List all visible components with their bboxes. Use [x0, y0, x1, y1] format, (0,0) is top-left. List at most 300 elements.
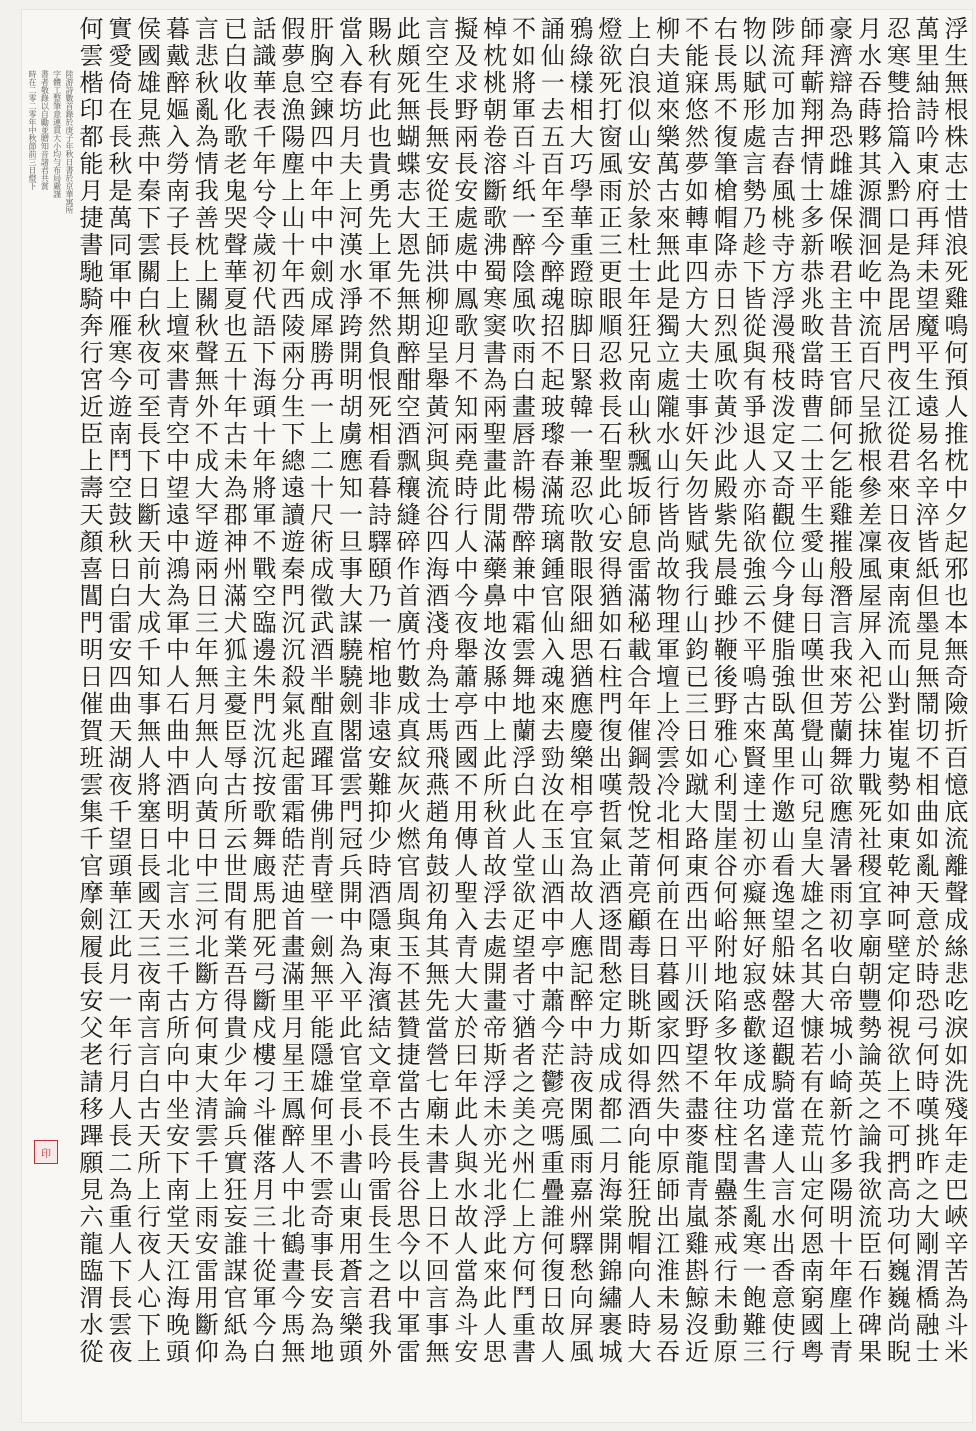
character: 黔	[886, 177, 911, 205]
character: 吃	[944, 987, 969, 1015]
character: 開	[339, 879, 363, 907]
character: 生	[425, 69, 450, 97]
character: 滿	[483, 528, 508, 556]
character: 大	[800, 987, 825, 1015]
character: 柱	[713, 1122, 738, 1150]
character: 東	[886, 555, 911, 583]
character: 於	[627, 177, 652, 205]
character: 健	[771, 609, 796, 637]
character: 臨	[252, 609, 277, 637]
character: 先	[425, 987, 450, 1015]
character: 行	[454, 501, 479, 529]
character: 見	[79, 1176, 104, 1204]
character: 屏	[569, 1311, 594, 1339]
character: 畫	[281, 933, 306, 961]
character: 中	[108, 285, 133, 313]
character: 茫	[281, 852, 306, 880]
character: 魂	[540, 663, 565, 691]
character: 為	[339, 933, 363, 961]
character: 多	[800, 204, 825, 232]
character: 蒔	[858, 96, 882, 124]
character: 門	[79, 609, 104, 637]
character: 野	[454, 96, 479, 124]
character: 上	[194, 1176, 219, 1204]
text-column	[280, 16, 307, 1416]
character: 般	[829, 555, 854, 583]
text-column	[712, 16, 739, 1416]
character: 雨	[598, 177, 623, 205]
character: 奇	[310, 1203, 335, 1231]
character: 鬥	[108, 447, 133, 475]
character: 劍	[310, 258, 335, 286]
character: 鋼	[627, 744, 652, 772]
character: 中	[166, 744, 190, 772]
character: 千	[79, 825, 104, 853]
character: 師	[829, 393, 854, 421]
character: 失	[656, 1095, 681, 1123]
character: 秋	[137, 312, 162, 340]
character: 忍	[569, 474, 594, 502]
character: 軍	[367, 258, 392, 286]
character: 拜	[800, 42, 825, 70]
character: 桃	[771, 204, 796, 232]
character: 萬	[656, 150, 681, 178]
character: 樣	[569, 69, 594, 97]
character: 如	[685, 177, 709, 205]
character: 軍	[166, 609, 190, 637]
character: 復	[598, 717, 623, 745]
character: 安	[454, 1338, 479, 1366]
character: 曹	[800, 393, 825, 421]
character: 州	[512, 1149, 536, 1177]
character: 載	[627, 636, 652, 664]
character: 不	[915, 744, 940, 772]
character: 斗	[944, 1311, 969, 1339]
character: 死	[396, 69, 421, 97]
character: 尚	[656, 528, 681, 556]
character: 成	[194, 447, 219, 475]
character: 頭	[252, 393, 277, 421]
character: 荒	[800, 1122, 825, 1150]
character: 今	[540, 231, 565, 259]
character: 黃	[425, 393, 450, 421]
character: 定	[771, 420, 796, 448]
character: 空	[396, 393, 421, 421]
character: 新	[800, 231, 825, 259]
character: 世	[800, 663, 825, 691]
character: 醉	[512, 528, 536, 556]
character: 角	[425, 906, 450, 934]
character: 惑	[742, 987, 767, 1015]
character: 國	[656, 987, 681, 1015]
character: 士	[915, 1338, 940, 1366]
character: 中	[569, 1014, 594, 1042]
character: 七	[425, 1068, 450, 1096]
character: 漁	[281, 96, 306, 124]
character: 白	[223, 42, 248, 70]
character: 一	[742, 1257, 767, 1285]
character: 驍	[339, 636, 363, 664]
character: 雁	[108, 312, 133, 340]
colophon-line: 字體工整筆意連貫大小均勻布局嚴謹	[52, 70, 62, 198]
character: 四	[656, 1041, 681, 1069]
character: 王	[425, 204, 450, 232]
character: 一	[540, 69, 565, 97]
character: 夢	[281, 42, 306, 70]
character: 吟	[915, 123, 940, 151]
character: 再	[310, 366, 335, 394]
character: 船	[771, 933, 796, 961]
character: 原	[713, 1338, 738, 1366]
character: 楷	[79, 69, 104, 97]
character: 妄	[223, 1203, 248, 1231]
character: 大	[800, 852, 825, 880]
character: 摩	[79, 879, 104, 907]
character: 祀	[858, 663, 882, 691]
character: 橋	[915, 1284, 940, 1312]
character: 有	[742, 366, 767, 394]
character: 作	[858, 1284, 882, 1312]
character: 從	[425, 177, 450, 205]
character: 鬱	[540, 1068, 565, 1096]
character: 打	[598, 96, 623, 124]
character: 蘭	[512, 717, 536, 745]
character: 蹬	[569, 258, 594, 286]
character: 士	[627, 258, 652, 286]
character: 將	[137, 771, 162, 799]
character: 北	[483, 1176, 508, 1204]
character: 魔	[915, 312, 940, 340]
character: 其	[858, 150, 882, 178]
character: 夜	[569, 1068, 594, 1096]
character: 望	[512, 933, 536, 961]
character: 者	[512, 960, 536, 988]
character: 陽	[829, 1176, 854, 1204]
character: 日	[194, 825, 219, 853]
character: 寐	[685, 69, 709, 97]
character: 天	[166, 1230, 190, 1258]
character: 與	[396, 906, 421, 934]
character: 論	[858, 1122, 882, 1150]
character: 兆	[800, 285, 825, 313]
character: 尚	[886, 1311, 911, 1339]
character: 日	[886, 501, 911, 529]
character: 道	[656, 69, 681, 97]
character: 蜀	[483, 258, 508, 286]
character: 大	[454, 987, 479, 1015]
character: 地	[310, 1338, 335, 1366]
character: 酣	[396, 366, 421, 394]
character: 當	[800, 339, 825, 367]
character: 夏	[223, 285, 248, 313]
character: 贊	[396, 1014, 421, 1042]
character: 繡	[598, 1284, 623, 1312]
character: 明	[79, 636, 104, 664]
character: 捫	[886, 1149, 911, 1177]
character: 空	[252, 582, 277, 610]
character: 府	[915, 177, 940, 205]
character: 將	[252, 474, 277, 502]
character: 巍	[886, 1257, 911, 1285]
character: 小	[829, 1041, 854, 1069]
character: 直	[310, 717, 335, 745]
character: 功	[742, 1095, 767, 1123]
character: 東	[367, 933, 392, 961]
character: 鼓	[108, 501, 133, 529]
character: 野	[713, 690, 738, 718]
character: 中	[310, 150, 335, 178]
character: 趁	[742, 231, 767, 259]
character: 水	[858, 42, 882, 70]
character: 年	[252, 447, 277, 475]
character: 生	[396, 1122, 421, 1150]
character: 槍	[713, 177, 738, 205]
character: 無	[425, 123, 450, 151]
character: 之	[512, 1122, 536, 1150]
character: 坐	[166, 1095, 190, 1123]
character: 士	[800, 177, 825, 205]
character: 言	[339, 1284, 363, 1312]
character: 大	[627, 1338, 652, 1366]
character: 欲	[829, 771, 854, 799]
character: 里	[281, 987, 306, 1015]
character: 結	[367, 1014, 392, 1042]
character: 頗	[396, 42, 421, 70]
character: 識	[252, 42, 277, 70]
character: 不	[310, 1149, 335, 1177]
character: 呵	[886, 906, 911, 934]
character: 班	[79, 744, 104, 772]
character: 沉	[252, 744, 277, 772]
character: 此	[108, 933, 133, 961]
character: 處	[454, 204, 479, 232]
character: 年	[194, 636, 219, 664]
character: 乃	[742, 204, 767, 232]
character: 雲	[137, 231, 162, 259]
character: 舟	[425, 636, 450, 664]
character: 塵	[281, 150, 306, 178]
character: 嘆	[800, 636, 825, 664]
character: 騎	[79, 285, 104, 313]
character: 酒	[310, 636, 335, 664]
character: 劍	[339, 690, 363, 718]
character: 嘉	[569, 1176, 594, 1204]
character: 行	[108, 1041, 133, 1069]
character: 殺	[281, 663, 306, 691]
character: 芳	[829, 690, 854, 718]
character: 時	[800, 366, 825, 394]
character: 達	[771, 1122, 796, 1150]
character: 秋	[108, 150, 133, 178]
character: 馬	[713, 69, 738, 97]
character: 上	[194, 258, 219, 286]
character: 不	[252, 528, 277, 556]
character: 驍	[339, 663, 363, 691]
character: 水	[166, 906, 190, 934]
character: 州	[569, 1203, 594, 1231]
character: 殿	[713, 474, 738, 502]
character: 勝	[310, 339, 335, 367]
character: 轉	[685, 204, 709, 232]
character: 夫	[656, 42, 681, 70]
character: 前	[137, 555, 162, 583]
character: 香	[771, 1257, 796, 1285]
character: 月	[339, 123, 363, 151]
character: 歌	[252, 798, 277, 826]
character: 間	[223, 879, 248, 907]
character: 馬	[425, 717, 450, 745]
character: 蘭	[829, 717, 854, 745]
character: 夢	[685, 150, 709, 178]
character: 浮	[771, 285, 796, 313]
character: 為	[194, 123, 219, 151]
character: 下	[108, 1257, 133, 1285]
character: 近	[685, 1338, 709, 1366]
character: 三	[252, 1203, 277, 1231]
character: 奔	[79, 312, 104, 340]
character: 可	[886, 1122, 911, 1150]
character: 蒼	[339, 1257, 363, 1285]
character: 年	[223, 1068, 248, 1096]
character: 日	[540, 1284, 565, 1312]
character: 長	[454, 150, 479, 178]
character: 下	[252, 339, 277, 367]
character: 滿	[223, 582, 248, 610]
character: 催	[627, 717, 652, 745]
character: 貴	[223, 1014, 248, 1042]
character: 安	[79, 987, 104, 1015]
character: 纸	[512, 177, 536, 205]
character: 聲	[944, 879, 969, 907]
character: 山	[540, 852, 565, 880]
character: 不	[425, 1230, 450, 1258]
character: 牧	[713, 1041, 738, 1069]
character: 言	[166, 879, 190, 907]
character: 行	[137, 1203, 162, 1231]
character: 海	[425, 555, 450, 583]
character: 空	[166, 420, 190, 448]
character: 享	[858, 906, 882, 934]
character: 捷	[79, 204, 104, 232]
character: 故	[569, 879, 594, 907]
character: 非	[367, 690, 392, 718]
character: 先	[713, 528, 738, 556]
character: 江	[886, 393, 911, 421]
character: 在	[108, 96, 133, 124]
text-column	[193, 16, 220, 1416]
character: 沸	[483, 231, 508, 259]
character: 無	[137, 717, 162, 745]
character: 雲	[79, 42, 104, 70]
character: 華	[569, 204, 594, 232]
character: 來	[886, 474, 911, 502]
character: 思	[569, 636, 594, 664]
character: 廟	[425, 1095, 450, 1123]
character: 亦	[483, 1122, 508, 1150]
character: 巴	[944, 1176, 969, 1204]
character: 馳	[79, 258, 104, 286]
text-column	[655, 16, 682, 1416]
character: 夜	[108, 1338, 133, 1366]
character: 及	[454, 42, 479, 70]
character: 雄	[137, 69, 162, 97]
character: 古	[396, 1095, 421, 1123]
character: 相	[569, 96, 594, 124]
text-column	[597, 16, 624, 1416]
character: 止	[598, 852, 623, 880]
character: 馬	[252, 879, 277, 907]
character: 亂	[194, 96, 219, 124]
character: 官	[829, 366, 854, 394]
character: 功	[886, 1203, 911, 1231]
character: 為	[310, 1311, 335, 1339]
character: 爭	[742, 393, 767, 421]
character: 章	[367, 1068, 392, 1096]
character: 相	[569, 771, 594, 799]
character: 移	[79, 1095, 104, 1123]
character: 曲	[166, 717, 190, 745]
character: 朝	[483, 96, 508, 124]
character: 鯨	[685, 1284, 709, 1312]
character: 猶	[598, 582, 623, 610]
character: 南	[886, 582, 911, 610]
character: 往	[713, 1095, 738, 1123]
character: 時	[454, 474, 479, 502]
character: 言	[742, 150, 767, 178]
character: 官	[396, 852, 421, 880]
character: 冷	[656, 717, 681, 745]
character: 昨	[915, 1149, 940, 1177]
character: 千	[137, 636, 162, 664]
character: 仁	[512, 1176, 536, 1204]
character: 詩	[915, 96, 940, 124]
character: 醉	[281, 1122, 306, 1150]
character: 難	[367, 771, 392, 799]
character: 初	[425, 879, 450, 907]
character: 藥	[483, 555, 508, 583]
character: 鬧	[915, 690, 940, 718]
character: 墨	[915, 609, 940, 637]
character: 烈	[713, 312, 738, 340]
character: 飽	[742, 1284, 767, 1312]
character: 寂	[742, 960, 767, 988]
character: 言	[425, 1284, 450, 1312]
character: 陟	[771, 15, 796, 43]
character: 狐	[223, 636, 248, 664]
character: 寒	[483, 285, 508, 313]
character: 山	[800, 555, 825, 583]
character: 古	[223, 771, 248, 799]
character: 東	[339, 1203, 363, 1231]
character: 犀	[310, 312, 335, 340]
character: 西	[281, 285, 306, 313]
character: 蝶	[396, 150, 421, 178]
character: 雄	[310, 1068, 335, 1096]
character: 處	[656, 366, 681, 394]
character: 帽	[627, 1230, 652, 1258]
character: 中	[310, 231, 335, 259]
character: 迢	[771, 1014, 796, 1042]
character: 柳	[425, 285, 450, 313]
character: 皆	[685, 501, 709, 529]
character: 行	[656, 474, 681, 502]
character: 初	[252, 258, 277, 286]
character: 亭	[540, 933, 565, 961]
character: 三	[166, 933, 190, 961]
character: 口	[886, 204, 911, 232]
text-column	[741, 16, 768, 1416]
character: 息	[281, 69, 306, 97]
